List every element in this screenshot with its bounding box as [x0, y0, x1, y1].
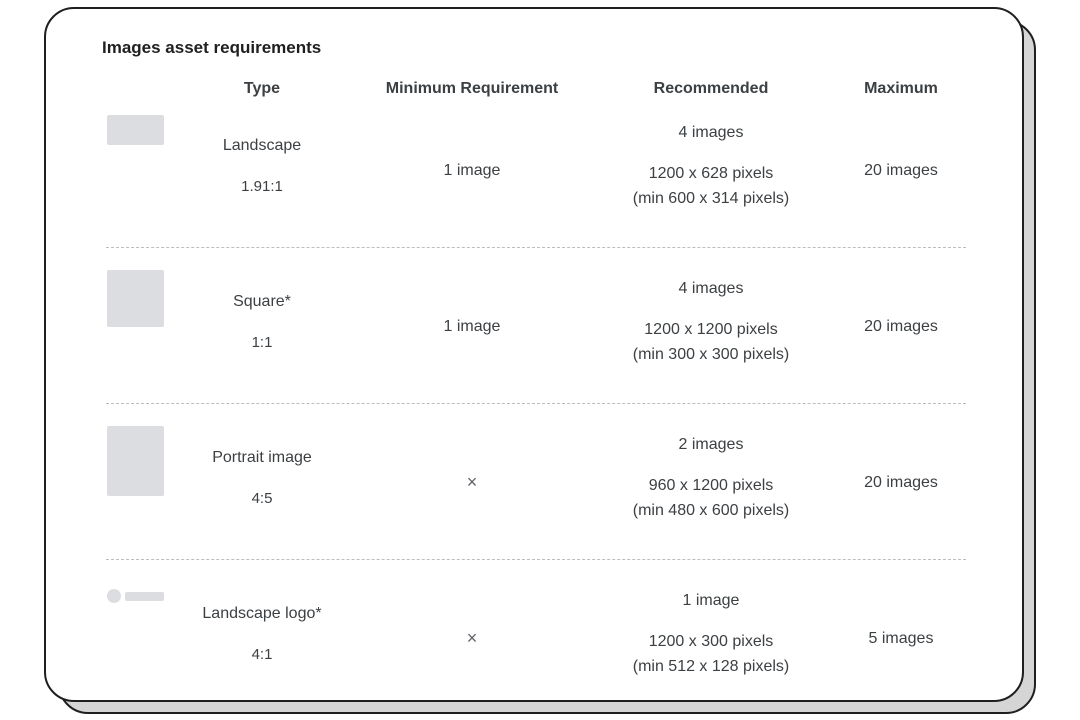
recommended-count: 4 images	[678, 124, 744, 141]
recommended-count: 1 image	[682, 592, 740, 609]
table-row-landscape	[46, 109, 1024, 265]
recommended-count: 4 images	[678, 280, 744, 297]
recommended-size: 960 x 1200 pixels	[648, 477, 774, 494]
type-ratio: 1:1	[251, 334, 273, 351]
requirements-card	[44, 7, 1024, 702]
maximum-value: 20 images	[864, 474, 938, 491]
recommended-min-size: (min 300 x 300 pixels)	[632, 346, 790, 363]
table-row-landscape-logo	[46, 559, 1024, 702]
landscape-thumbnail	[107, 115, 164, 145]
table-row-square	[46, 247, 1024, 403]
row-divider	[106, 247, 966, 248]
not-required-icon: ×	[466, 628, 478, 648]
type-ratio: 4:5	[251, 490, 273, 507]
recommended-size: 1200 x 628 pixels	[648, 165, 774, 182]
column-header-minimum: Minimum Requirement	[385, 80, 559, 97]
maximum-value: 5 images	[868, 630, 934, 647]
recommended-count: 2 images	[678, 436, 744, 453]
column-header-maximum: Maximum	[864, 80, 938, 97]
recommended-min-size: (min 480 x 600 pixels)	[632, 502, 790, 519]
maximum-value: 20 images	[864, 162, 938, 179]
type-ratio: 4:1	[251, 646, 273, 663]
type-ratio: 1.91:1	[241, 178, 283, 195]
square-thumbnail	[107, 270, 164, 327]
minimum-value: 1 image	[443, 162, 501, 179]
recommended-size: 1200 x 1200 pixels	[644, 321, 778, 338]
row-divider	[106, 403, 966, 404]
portrait-thumbnail	[107, 426, 164, 496]
type-name: Portrait image	[212, 449, 312, 466]
page-title: Images asset requirements	[102, 38, 322, 57]
column-header-type: Type	[243, 80, 281, 97]
landscape-logo-dot-thumbnail	[107, 589, 121, 603]
maximum-value: 20 images	[864, 318, 938, 335]
table-row-portrait	[46, 403, 1024, 559]
landscape-logo-bar-thumbnail	[125, 592, 164, 601]
recommended-min-size: (min 600 x 314 pixels)	[632, 190, 790, 207]
type-name: Landscape logo*	[202, 605, 322, 622]
column-header-recommended: Recommended	[653, 80, 769, 97]
type-name: Square*	[233, 293, 291, 310]
type-name: Landscape	[222, 137, 302, 154]
not-required-icon: ×	[466, 472, 478, 492]
minimum-value: 1 image	[443, 318, 501, 335]
recommended-size: 1200 x 300 pixels	[648, 633, 774, 650]
row-divider	[106, 559, 966, 560]
recommended-min-size: (min 512 x 128 pixels)	[632, 658, 790, 675]
